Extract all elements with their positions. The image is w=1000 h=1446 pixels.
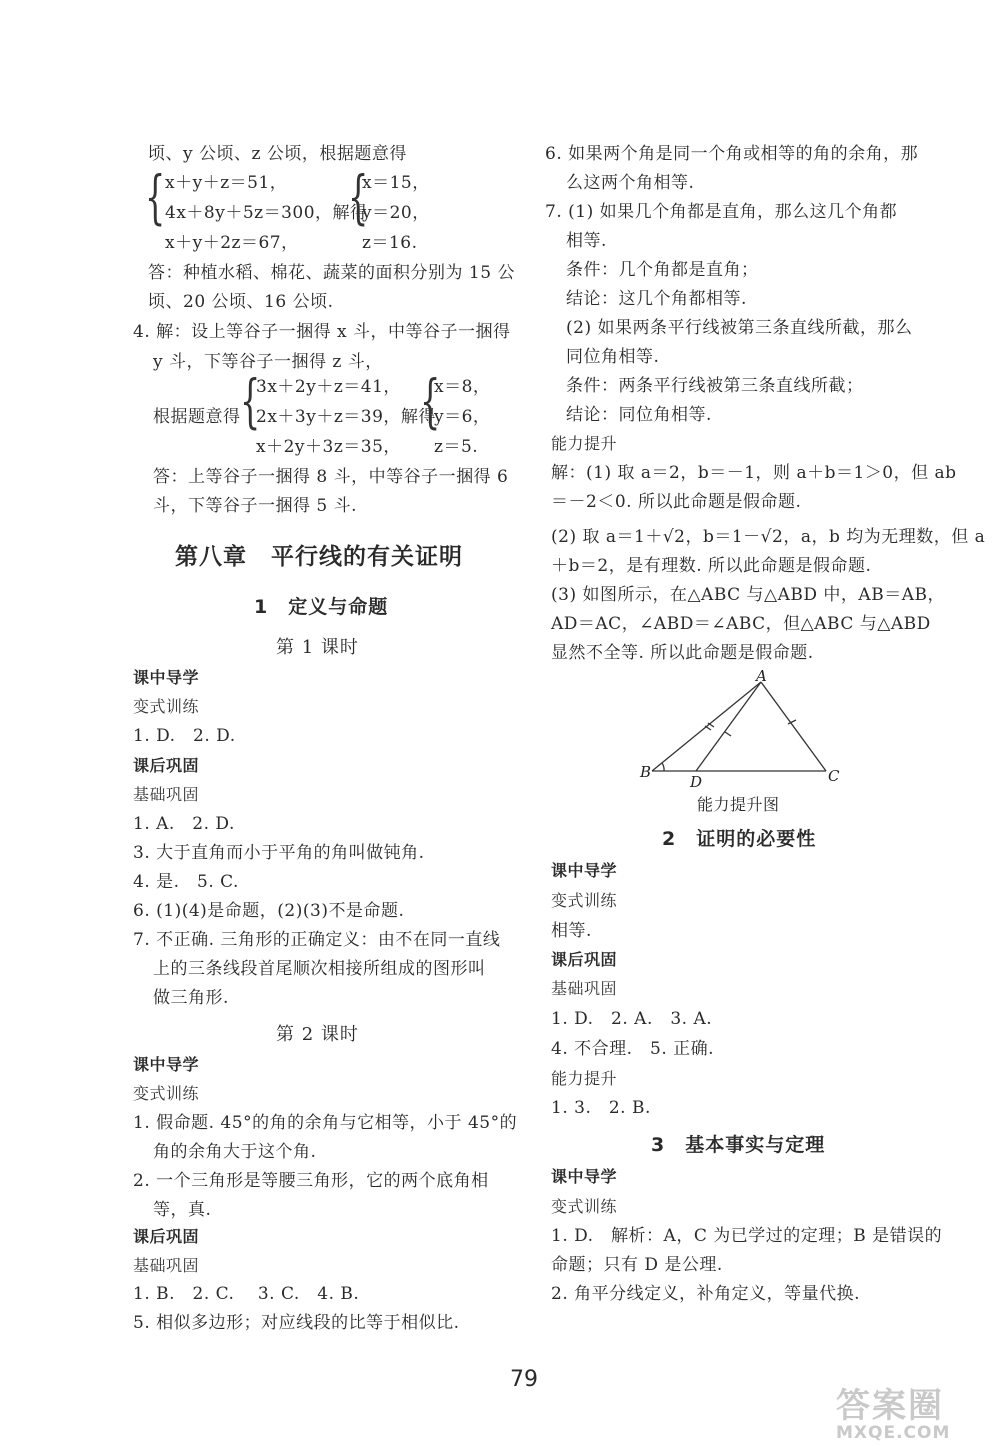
solution-line: y＝6， — [434, 407, 491, 427]
figure-caption: 能力提升图 — [697, 795, 780, 814]
answer-line: 答：种植水稻、棉花、蔬菜的面积分别为 15 公 — [148, 263, 515, 283]
chapter-title: 第八章 平行线的有关证明 — [175, 544, 463, 570]
answer-line: (2) 如果两条平行线被第三条直线所截，那么 — [566, 318, 913, 338]
text-line: 根据题意得 — [153, 407, 241, 427]
angle-mark — [662, 763, 664, 771]
question-line: 4. 解：设上等谷子一捆得 x 斗，中等谷子一捆得 — [133, 322, 511, 342]
section-title: 3 基本事实与定理 — [651, 1134, 826, 1156]
answer-line: 上的三条线段首尾顺次相接所组成的图形叫 — [153, 959, 486, 979]
equation-line: x＋y＋z＝51， — [165, 173, 288, 193]
page-number: 79 — [510, 1367, 538, 1392]
equation-line: x＋y＋2z＝67， — [165, 233, 299, 253]
triangle-figure — [630, 668, 860, 793]
subheading: 变式训练 — [133, 697, 200, 716]
answer-line: 1. D. 解析：A，C 为已学过的定理；B 是错误的 — [551, 1226, 943, 1246]
subheading: 课中导学 — [133, 668, 200, 687]
subheading: 课中导学 — [551, 1167, 618, 1186]
answer-line: 1. D. 2. A. 3. A. — [551, 1009, 713, 1029]
subheading: 能力提升 — [551, 1069, 618, 1088]
answer-line: 么这两个角相等. — [566, 173, 695, 193]
brace-symbol: { — [145, 163, 166, 231]
watermark-bottom: MXQE.COM — [836, 1423, 951, 1443]
answer-line: 显然不全等. 所以此命题是假命题. — [551, 643, 814, 663]
subheading: 基础巩固 — [133, 785, 200, 804]
answer-line: 条件：几个角都是直角； — [566, 260, 759, 280]
solution-line: z＝16. — [362, 233, 418, 253]
subheading: 基础巩固 — [551, 979, 618, 998]
answer-line: 做三角形. — [153, 988, 229, 1008]
answer-line: 2. 一个三角形是等腰三角形，它的两个底角相 — [133, 1171, 489, 1191]
solution-line: x＝8， — [434, 377, 491, 397]
brace-symbol: { — [240, 367, 261, 435]
answer-line: 7. 不正确. 三角形的正确定义：由不在同一直线 — [133, 930, 501, 950]
answer-line: 1. D. 2. D. — [133, 726, 236, 746]
answer-line: 相等. — [566, 231, 607, 251]
answer-line: ＝－2＜0. 所以此命题是假命题. — [551, 492, 802, 512]
label-d: D — [690, 773, 703, 791]
solution-line: x＝15， — [362, 173, 430, 193]
subheading: 变式训练 — [133, 1084, 200, 1103]
segment-ac — [761, 682, 826, 771]
answer-line: 等，真. — [153, 1200, 212, 1220]
answer-line: (3) 如图所示，在△ABC 与△ABD 中，AB＝AB， — [551, 585, 945, 605]
equation-line: 3x＋2y＋z＝41， — [256, 377, 401, 397]
label-a: A — [756, 668, 767, 685]
tick-mark — [725, 732, 731, 736]
answer-line: 3. 大于直角而小于平角的角叫做钝角. — [133, 843, 425, 863]
lesson-title: 第 2 课时 — [276, 1024, 359, 1045]
answer-line: 命题；只有 D 是公理. — [551, 1255, 723, 1275]
answer-line: 结论：同位角相等. — [566, 405, 712, 425]
label-c: C — [828, 767, 840, 785]
answer-line: 1. A. 2. D. — [133, 814, 235, 834]
subheading: 课后巩固 — [133, 1227, 200, 1246]
subheading: 能力提升 — [551, 434, 618, 453]
lesson-title: 第 1 课时 — [276, 637, 359, 658]
answer-line: 解：(1) 取 a＝2，b＝－1，则 a＋b＝1＞0，但 ab — [551, 463, 957, 483]
answer-line: 角的余角大于这个角. — [153, 1142, 317, 1162]
answer-line: 答：上等谷子一捆得 8 斗，中等谷子一捆得 6 — [153, 467, 509, 487]
solution-line: z＝5. — [434, 437, 479, 457]
answer-line: 1. B. 2. C. 3. C. 4. B. — [133, 1284, 360, 1304]
answer-line: ＋b＝2，是有理数. 所以此命题是假命题. — [551, 556, 872, 576]
answer-line: 7. (1) 如果几个角都是直角，那么这几个角都 — [545, 202, 898, 222]
answer-line: 5. 相似多边形；对应线段的比等于相似比. — [133, 1313, 460, 1333]
subheading: 变式训练 — [551, 1197, 618, 1216]
equation-line: 2x＋3y＋z＝39，解得 — [256, 407, 436, 427]
tick-mark — [705, 726, 711, 730]
watermark-top: 答案圈 — [836, 1386, 944, 1426]
subheading: 课后巩固 — [551, 950, 618, 969]
question-line: y 斗，下等谷子一捆得 z 斗， — [153, 352, 383, 372]
section-title: 1 定义与命题 — [254, 596, 389, 618]
brace-symbol: { — [348, 163, 369, 231]
answer-line: 同位角相等. — [566, 347, 660, 367]
answer-line: 1. 3. 2. B. — [551, 1098, 651, 1118]
answer-line: 6. 如果两个角是同一个角或相等的角的余角，那 — [545, 144, 919, 164]
answer-line: 4. 不合理. 5. 正确. — [551, 1039, 715, 1059]
answer-line: 相等. — [551, 921, 592, 941]
label-b: B — [640, 763, 652, 781]
answer-line: 斗，下等谷子一捆得 5 斗. — [153, 496, 358, 516]
answer-line: AD＝AC，∠ABD＝∠ABC，但△ABC 与△ABD — [551, 614, 931, 634]
watermark — [836, 1378, 950, 1443]
brace-symbol: { — [420, 367, 441, 435]
subheading: 变式训练 — [551, 891, 618, 910]
answer-line: 6. (1)(4)是命题，(2)(3)不是命题. — [133, 901, 405, 921]
subheading: 课中导学 — [133, 1055, 200, 1074]
equation-line: 4x＋8y＋5z＝300，解得 — [165, 203, 368, 223]
answer-line: 4. 是. 5. C. — [133, 872, 239, 892]
answer-line: 结论：这几个角都相等. — [566, 289, 747, 309]
answer-line: 顷、20 公顷、16 公顷. — [148, 292, 334, 312]
answer-line: 2. 角平分线定义，补角定义，等量代换. — [551, 1284, 861, 1304]
section-title: 2 证明的必要性 — [662, 828, 817, 850]
subheading: 课中导学 — [551, 861, 618, 880]
subheading: 课后巩固 — [133, 756, 200, 775]
subheading: 基础巩固 — [133, 1256, 200, 1275]
text-line: 顷、y 公顷、z 公顷，根据题意得 — [148, 144, 407, 164]
answer-line: 1. 假命题. 45°的角的余角与它相等，小于 45°的 — [133, 1113, 518, 1133]
equation-line: x＋2y＋3z＝35， — [256, 437, 401, 457]
solution-line: y＝20， — [362, 203, 430, 223]
answer-line: 条件：两条平行线被第三条直线所截； — [566, 376, 864, 396]
answer-line: (2) 取 a＝1＋√2，b＝1－√2，a，b 均为无理数，但 a — [551, 527, 986, 547]
